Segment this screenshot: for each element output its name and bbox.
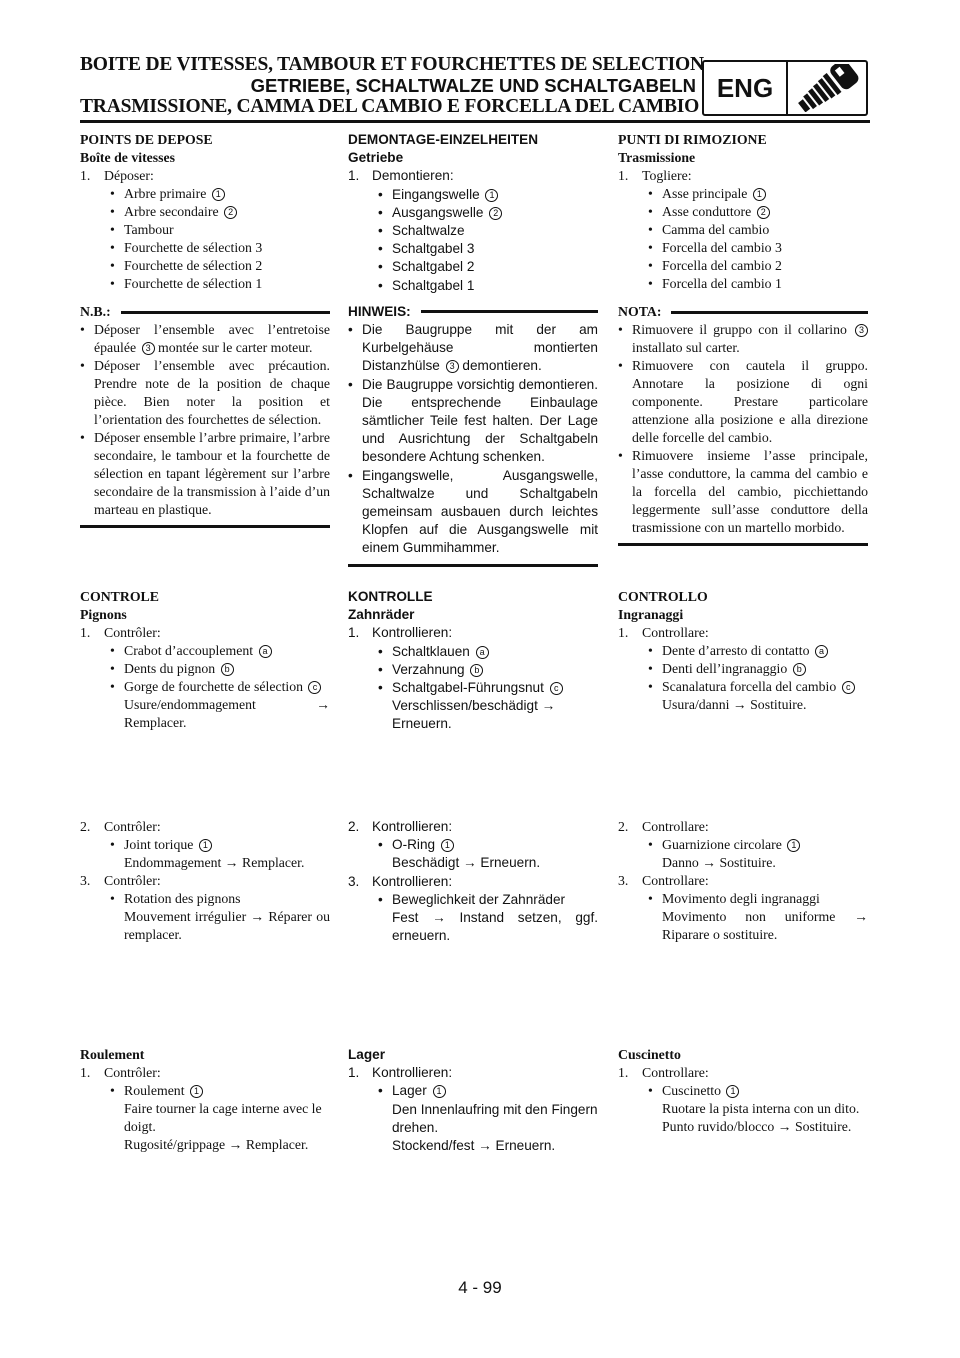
list-item: • Schaltgabel-Führungsnut c <box>348 679 598 697</box>
de-check-section: KONTROLLE Zahnräder 1. Kontrollieren: • Schaltklauen a • Verzahnung b • Schaltgabel-Führungsnut c Verschlissen/beschädigt → Erneuern. <box>348 588 598 734</box>
list-item: • Dents du pignon b <box>80 660 330 678</box>
title-it: TRASMISSIONE, CAMMA DEL CAMBIO E FORCELLA DEL CAMBIO <box>80 96 700 117</box>
list-item: • Dente d’arresto di contatto a <box>618 642 868 660</box>
list-item: • Asse conduttore 2 <box>618 203 868 221</box>
fr-note-2: • Déposer l’ensemble avec précaution. Prendre note de la position de chaque pièce. Bien noter la position et l’orientation des fourchettes de sélection. <box>80 358 330 427</box>
fr-note-3: • Déposer ensemble l’arbre primaire, l’arbre secondaire, le tambour et la fourchette de sélection en tapant légèrement sur l’arbre secondaire de la transmission à l’aide d’un marteau en plastique. <box>80 430 330 517</box>
page-number: 4 - 99 <box>458 1278 502 1297</box>
fr-note-heading: N.B.: <box>80 303 330 321</box>
fr-check-subheading: Pignons <box>80 607 127 622</box>
fr-step-1: 1. Déposer: <box>80 168 154 183</box>
list-item: • Scanalatura forcella del cambio c <box>618 678 868 696</box>
list-item: • Arbre secondaire 2 <box>80 203 330 221</box>
it-note-heading: NOTA: <box>618 303 868 321</box>
de-note-end-rule <box>348 564 598 567</box>
list-item: • Forcella del cambio 2 <box>648 258 782 273</box>
list-item: • Arbre primaire 1 <box>80 185 330 203</box>
list-item: • O-Ring 1 <box>348 836 598 854</box>
de-check-steps-2-3: 2. Kontrollieren: • O-Ring 1 Beschädigt → Erneuern. 3. Kontrollieren: • Beweglichkeit der Zahnräder Fest → Instand setzen, ggf. erneuern. <box>348 819 598 944</box>
it-check-steps-2-3: 2. Controllare: • Guarnizione circolare 1 Danno → Sostituire. 3. Controllare: • Movimento degli ingranaggi Movimento non uniforme → Riparare o sostituire. <box>618 819 868 942</box>
fr-removal-section <box>80 131 330 528</box>
list-item: • Tambour <box>110 222 174 237</box>
list-item: • Eingangswelle 1 <box>348 186 598 204</box>
de-removal-section: DEMONTAGE-EINZELHEITEN Getriebe 1. Demontieren: • Eingangswelle 1 • Ausgangswelle 2 • Schaltwalze • Schaltgabel 3 • Schaltgabel 2 • Schaltgabel 1 HINWEIS: • Die Baugruppe mit der am Kurbelgehäuse montierten Distanzhülse 3 demontieren. • Die Baugruppe vorsichtig demontieren. Die entsprechende Einbaulage sämtlicher Teile fest halten. Der Lage und Ausrichtung der Schaltgabeln besondere Achtung schenken. • Eingangswelle, Ausgangswelle, Schaltwalze und Schaltgabeln gemeinsam ausbauen durch leichtes Klopfen auf die Ausgangswelle mit einem Gummihammer. <box>348 131 598 567</box>
list-item: • Cuscinetto 1 <box>618 1082 868 1100</box>
fr-removal-subheading: Boîte de vitesses <box>80 150 176 165</box>
list-item: • Guarnizione circolare 1 <box>618 836 868 854</box>
badge-label: ENG <box>704 62 788 114</box>
list-item: • Asse principale 1 <box>618 185 868 203</box>
title-de: GETRIEBE, SCHALTWALZE UND SCHALTGABELN <box>250 75 696 96</box>
section-titles <box>80 54 704 117</box>
list-item: • Fourchette de sélection 3 <box>110 240 263 255</box>
engine-gear-icon <box>788 62 866 114</box>
de-bearing-section: Lager 1. Kontrollieren: • Lager 1 Den Innenlaufring mit den Fingern drehen. Stockend/fest → Erneuern. <box>348 1047 598 1154</box>
it-check-section: CONTROLLO Ingranaggi 1. Controllare: • Dente d’arresto di contatto a • Denti dell’ingranaggio b • Scanalatura forcella del cambio c Usura/danni → Sostituire. <box>618 588 868 714</box>
list-item: • Schaltgabel 3 <box>378 241 475 257</box>
list-item: • Camma del cambio <box>648 222 770 237</box>
eng-badge <box>702 60 868 116</box>
list-item: • Crabot d’accouplement a <box>80 642 330 660</box>
fr-check-section <box>80 588 330 732</box>
list-item: • Movimento degli ingranaggi <box>648 891 820 906</box>
list-item: • Schaltklauen a <box>348 643 598 661</box>
de-note-heading: HINWEIS: <box>348 303 598 321</box>
fr-note-end-rule <box>80 525 330 528</box>
callout-1: 1 <box>212 188 225 201</box>
list-item: • Fourchette de sélection 1 <box>110 276 263 291</box>
fr-check-step-1: 1. Contrôler: <box>80 625 161 640</box>
header-rule <box>80 120 870 123</box>
list-item: • Denti dell’ingranaggio b <box>618 660 868 678</box>
fr-note-1: • Déposer l’ensemble avec l’entretoise épaulée 3 montée sur le carter moteur. <box>80 322 330 355</box>
fr-check-steps-2-3: 2. Contrôler: • Joint torique 1 Endommagement → Remplacer. 3. Contrôler: • Rotation des pignons Mouvement irrégulier → Réparer ou remplacer. <box>80 819 330 942</box>
page-header <box>80 54 870 122</box>
list-item: • Joint torique 1 <box>80 836 330 854</box>
list-item: • Fourchette de sélection 2 <box>110 258 263 273</box>
list-item: • Lager 1 <box>348 1082 598 1100</box>
list-item: • Rotation des pignons <box>110 891 241 906</box>
fr-bearing-section: Roulement 1. Contrôler: • Roulement 1 Faire tourner la cage interne avec le doigt. Rugosité/grippage → Remplacer. <box>80 1046 330 1154</box>
list-item: • Beweglichkeit der Zahnräder <box>378 891 566 907</box>
title-fr: BOITE DE VITESSES, TAMBOUR ET FOURCHETTES DE SELECTION <box>80 54 704 75</box>
fr-check-heading: CONTROLE <box>80 589 159 604</box>
it-bearing-section: Cuscinetto 1. Controllare: • Cuscinetto 1 Ruotare la pista interna con un dito. Punto ruvido/blocco → Sostituire. <box>618 1046 868 1136</box>
list-item: • Ausgangswelle 2 <box>348 204 598 222</box>
fr-removal-heading: POINTS DE DEPOSE <box>80 132 213 147</box>
list-item: • Schaltwalze <box>378 223 465 239</box>
fr-check-result: Usure/endommagement → Remplacer. <box>124 697 330 730</box>
list-item: • Forcella del cambio 3 <box>648 240 782 255</box>
it-note-end-rule <box>618 543 868 546</box>
list-item: • Schaltgabel 1 <box>378 277 475 293</box>
list-item: • Roulement 1 <box>80 1082 330 1100</box>
callout-2: 2 <box>224 206 237 219</box>
it-removal-section: PUNTI DI RIMOZIONE Trasmissione 1. Togliere: • Asse principale 1 • Asse conduttore 2 • Camma del cambio • Forcella del cambio 3 • Forcella del cambio 2 • Forcella del cambio 1 NOTA: • Rimuovere il gruppo con il collarino 3 installato sul carter. • Rimuovere con cautela il gruppo. Annotare la posizione di ogni componente. Prestare particolare attenzione alla posizione e alla direzione delle forcelle del cambio. • Rimuovere insieme l’asse principale, l’asse conduttore, la camma del cambio e la forcella del cambio, picchiettando leggermente sull’asse conduttore della trasmissione con un martello morbido. <box>618 131 868 546</box>
list-item: • Schaltgabel 2 <box>378 259 475 275</box>
list-item: • Verzahnung b <box>348 661 598 679</box>
list-item: • Forcella del cambio 1 <box>648 276 782 291</box>
list-item: • Gorge de fourchette de sélection c <box>80 678 330 696</box>
